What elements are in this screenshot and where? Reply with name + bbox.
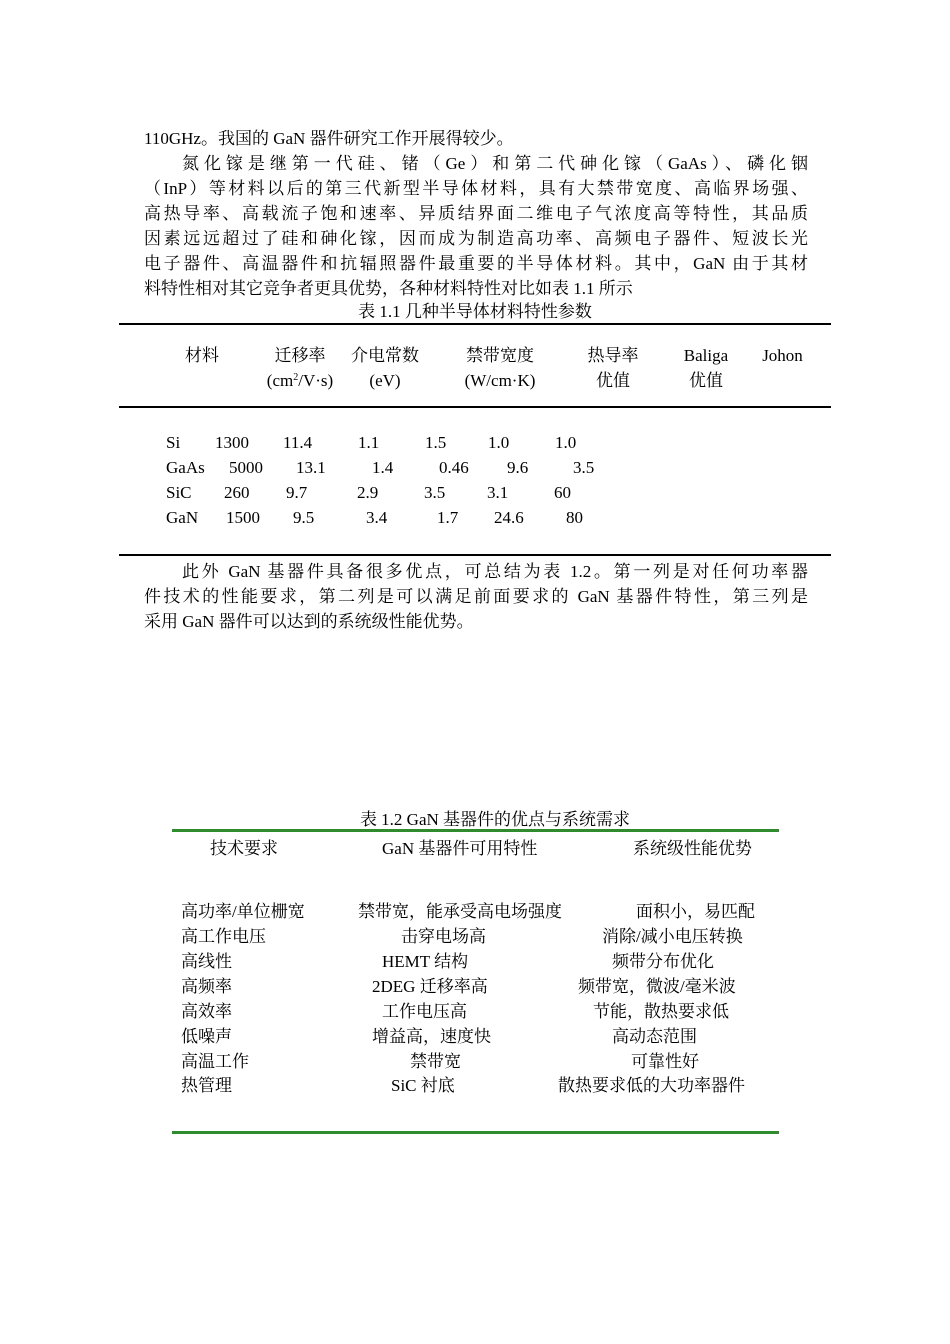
- intro-line-2: （InP）等材料以后的第三代新型半导体材料，具有大禁带宽度、高临界场强、: [144, 179, 808, 198]
- table2-top-rule: [172, 829, 779, 832]
- intro-line-5: 电子器件、高温器件和抗辐照器件最重要的半导体材料。其中，GaN 由于其材: [144, 254, 808, 273]
- table2-header-requirement: 技术要求: [210, 839, 278, 858]
- table-row: 高频率 2DEG 迁移率高 频带宽，微波/毫米波: [181, 977, 736, 996]
- table-row: 高效率 工作电压高 节能，散热要求低: [181, 1002, 729, 1021]
- table-row: 低噪声 增益高，速度快 高动态范围: [181, 1027, 697, 1046]
- table1-header-baliga: Baliga 优值: [683, 346, 729, 390]
- second-line-3: 采用 GaN 器件可以达到的系统级性能优势。: [144, 612, 474, 631]
- table1-header-dielectric: 介电常数 (eV): [351, 346, 419, 390]
- intro-paragraph: [144, 126, 808, 301]
- table-row: Si 1300 11.4 1.1 1.5 1.0 1.0: [166, 433, 577, 452]
- table2-header-advantage: 系统级性能优势: [633, 839, 752, 858]
- table-row: 高工作电压 击穿电场高 消除/减小电压转换: [181, 927, 743, 946]
- table1-header-bandgap: 禁带宽度 (W/cm·K): [464, 346, 536, 390]
- table-row: 高温工作 禁带宽 可靠性好: [181, 1052, 699, 1071]
- table1-caption: 表 1.1 几种半导体材料特性参数: [358, 302, 592, 321]
- table1-header-mobility: 迁移率 $(cm^2/V\cdot s)$: [240, 343, 360, 393]
- intro-line-0: 110GHz。我国的 GaN 器件研究工作开展得较少。: [144, 129, 514, 148]
- table2-bottom-rule: [172, 1131, 779, 1134]
- intro-line-4: 因素远远超过了硅和砷化镓，因而成为制造高功率、高频电子器件、短波长光: [144, 229, 808, 248]
- table-row: 高功率/单位栅宽 禁带宽，能承受高电场强度 面积小，易匹配: [181, 902, 755, 921]
- table1-header-rule: [119, 406, 831, 408]
- table2-caption: 表 1.2 GaN 基器件的优点与系统需求: [359, 810, 631, 829]
- second-line-2: 件技术的性能要求，第二列是可以满足前面要求的 GaN 基器件特性，第三列是: [144, 587, 808, 606]
- intro-line-6: 料特性相对其它竞争者更具优势，各种材料特性对比如表 1.1 所示: [144, 279, 633, 298]
- second-paragraph: [144, 559, 808, 634]
- table-row: GaN 1500 9.5 3.4 1.7 24.6 80: [166, 508, 583, 527]
- table2-header-feature: GaN 基器件可用特性: [382, 839, 538, 858]
- table-row: GaAs 5000 13.1 1.4 0.46 9.6 3.5: [166, 458, 595, 477]
- table1-header-johon: Johon: [762, 346, 803, 365]
- table1-bottom-rule: [119, 554, 831, 556]
- intro-line-1: 氮化镓是继第一代硅、锗（Ge）和第二代砷化镓（GaAs）、磷化铟: [182, 154, 808, 173]
- table1-header-thermal: 热导率 优值: [587, 346, 639, 390]
- second-line-1: 此外 GaN 基器件具备很多优点，可总结为表 1.2。第一列是对任何功率器: [182, 562, 808, 581]
- table1-header-material: 材料: [185, 346, 219, 365]
- intro-line-3: 高热导率、高载流子饱和速率、异质结界面二维电子气浓度高等特性，其品质: [144, 204, 808, 223]
- table1-top-rule: [119, 323, 831, 325]
- table-row: 热管理 SiC 衬底 散热要求低的大功率器件: [181, 1076, 745, 1095]
- table-row: 高线性 HEMT 结构 频带分布优化: [181, 952, 714, 971]
- table2-header: [0, 834, 950, 859]
- table1-header-mobility-unit: $(cm^2/V\cdot s)$: [266, 371, 334, 390]
- table-row: SiC 260 9.7 2.9 3.5 3.1 60: [166, 483, 571, 502]
